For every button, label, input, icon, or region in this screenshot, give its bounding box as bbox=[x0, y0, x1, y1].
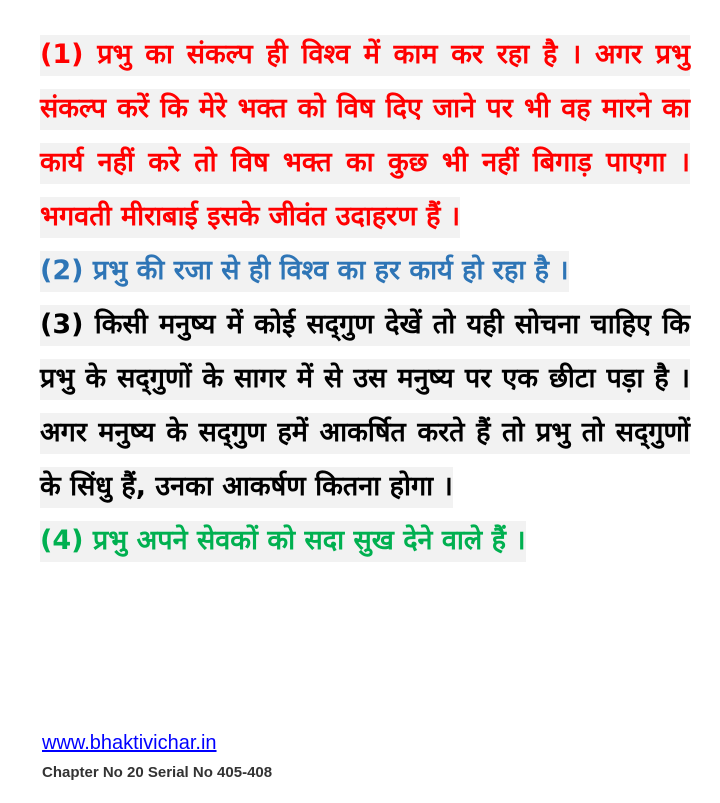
content-area bbox=[40, 28, 690, 568]
paragraph-1-text: (1) प्रभु का संकल्प ही विश्व में काम कर रहा है । अगर प्रभु संकल्प करें कि मेरे भक्त को विष दिए जाने पर भी वह मारने का कार्य नहीं करे तो विष भक्त का कुछ भी नहीं बिगाड़ पाएगा । भगवती मीराबाई इसके जीवंत उदाहरण हैं । bbox=[40, 35, 690, 238]
paragraph-3-text: (3) किसी मनुष्य में कोई सद्‌गुण देखें तो यही सोचना चाहिए कि प्रभु के सद्‌गुणों के सागर में से उस मनुष्य पर एक छीटा पड़ा है । अगर मनुष्य के सद्‌गुण हमें आकर्षित करते हैं तो प्रभु तो सद्‌गुणों के सिंधु हैं, उनका आकर्षण कितना होगा । bbox=[40, 305, 690, 508]
paragraph-4-text: (4) प्रभु अपने सेवकों को सदा सुख देने वाले हैं । bbox=[40, 521, 526, 562]
chapter-reference: Chapter No 20 Serial No 405-408 bbox=[42, 764, 273, 781]
paragraph-3 bbox=[40, 298, 690, 514]
website-link[interactable]: www.bhaktivichar.in bbox=[42, 732, 217, 754]
paragraph-2-text: (2) प्रभु की रजा से ही विश्व का हर कार्य हो रहा है । bbox=[40, 251, 569, 292]
paragraph-1 bbox=[40, 28, 690, 244]
paragraph-4 bbox=[40, 514, 690, 568]
paragraph-2 bbox=[40, 244, 690, 298]
